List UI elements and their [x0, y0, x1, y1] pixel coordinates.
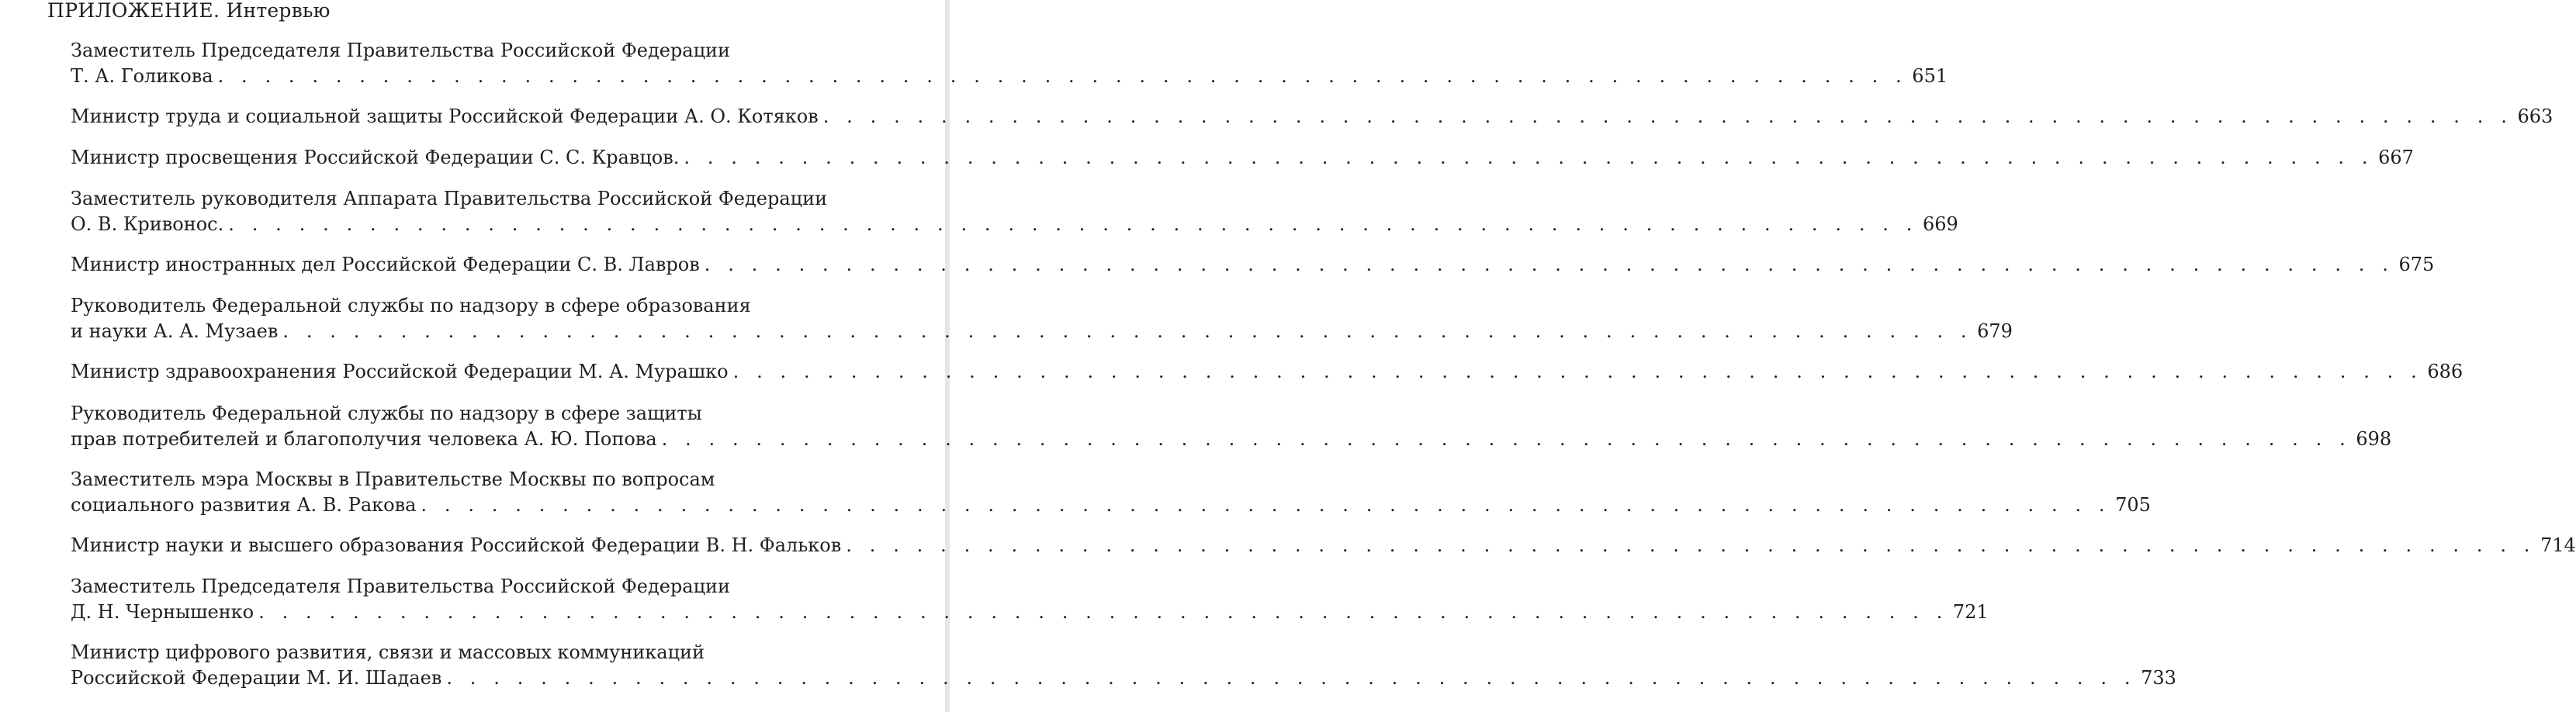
entry-title-line: Министр здравоохранения Российской Федерации М. А. Мурашко: [71, 361, 729, 382]
toc-entry-muzaev[interactable]: [71, 293, 2013, 344]
toc-entry-lavrov[interactable]: [71, 252, 2435, 278]
toc-entry-shadaev[interactable]: [71, 640, 2176, 691]
entry-title-line: Руководитель Федеральной службы по надзору в сфере образования: [71, 295, 751, 316]
dot-leader: . . . . . . . . . . . . . . . . . . . . . . . . . . . . . . . . . . . . . . . . . . . . . . . . . . . . . . . . . . . . . . . . . . . . . . . .: [446, 667, 2137, 689]
section-title: Интервью: [226, 0, 331, 22]
page-number: 669: [1922, 213, 1958, 235]
entry-title-line: Заместитель Председателя Правительства Российской Федерации: [71, 575, 731, 597]
page-number: 714: [2540, 534, 2576, 556]
section-heading: [47, 0, 331, 26]
toc-entry-chernyshenko[interactable]: [71, 574, 1989, 625]
entry-title-line: Заместитель руководителя Аппарата Правительства Российской Федерации: [71, 188, 828, 209]
toc-entry-rakova[interactable]: [71, 467, 2151, 518]
entry-title-line: Заместитель мэра Москвы в Правительстве Москвы по вопросам: [71, 468, 715, 490]
toc-entry-kotyakov[interactable]: [71, 104, 2553, 130]
toc-entry-krivonos[interactable]: [71, 186, 1958, 237]
toc-entry-kravtsov[interactable]: [71, 145, 2414, 171]
entry-title-line: Министр иностранных дел Российской Федерации С. В. Лавров: [71, 254, 700, 275]
entry-author-line: Д. Н. Чернышенко: [71, 601, 254, 623]
page-number: 679: [1977, 320, 2013, 342]
page-number: 721: [1952, 601, 1989, 623]
entry-author-line: социального развития А. В. Ракова: [71, 494, 417, 516]
entry-author-line: Т. А. Голикова: [71, 65, 213, 87]
dot-leader: . . . . . . . . . . . . . . . . . . . . . . . . . . . . . . . . . . . . . . . . . . . . . . . . . . . . . . . . . . . . . . . . . . . . . . . .: [704, 254, 2394, 275]
entry-title-line: Министр цифрового развития, связи и массовых коммуникаций: [71, 641, 705, 663]
entry-author-line: Российской Федерации М. И. Шадаев: [71, 667, 442, 689]
page-number: 686: [2427, 361, 2463, 382]
dot-leader: . . . . . . . . . . . . . . . . . . . . . . . . . . . . . . . . . . . . . . . . . . . . . . . . . . . . . . . . . . . . . . . . . . . . . . . .: [217, 65, 1908, 87]
page-number: 651: [1912, 65, 1948, 87]
dot-leader: . . . . . . . . . . . . . . . . . . . . . . . . . . . . . . . . . . . . . . . . . . . . . . . . . . . . . . . . . . . . . . . . . . . . . . . .: [822, 105, 2513, 127]
dot-leader: . . . . . . . . . . . . . . . . . . . . . . . . . . . . . . . . . . . . . . . . . . . . . . . . . . . . . . . . . . . . . . . . . . . . . . . .: [282, 320, 1973, 342]
toc-entry-popova[interactable]: [71, 401, 2392, 452]
dot-leader: . . . . . . . . . . . . . . . . . . . . . . . . . . . . . . . . . . . . . . . . . . . . . . . . . . . . . . . . . . . . . . . . . . . . . . . .: [228, 213, 1918, 235]
entry-title-line: Министр труда и социальной защиты Российской Федерации А. О. Котяков: [71, 105, 819, 127]
dot-leader: . . . . . . . . . . . . . . . . . . . . . . . . . . . . . . . . . . . . . . . . . . . . . . . . . . . . . . . . . . . . . . . . . . . . . . . .: [421, 494, 2111, 516]
dot-leader: . . . . . . . . . . . . . . . . . . . . . . . . . . . . . . . . . . . . . . . . . . . . . . . . . . . . . . . . . . . . . . . . . . . . . . . .: [258, 601, 1948, 623]
entry-title-line: Министр науки и высшего образования Российской Федерации В. Н. Фальков: [71, 534, 842, 556]
entry-title-line: Министр просвещения Российской Федерации С. С. Кравцов.: [71, 147, 680, 168]
page-number: 675: [2398, 254, 2435, 275]
entry-title-line: Руководитель Федеральной службы по надзору в сфере защиты: [71, 403, 702, 424]
page-number: 733: [2141, 667, 2176, 689]
dot-leader: . . . . . . . . . . . . . . . . . . . . . . . . . . . . . . . . . . . . . . . . . . . . . . . . . . . . . . . . . . . . . . . . . . . . . . . .: [661, 428, 2352, 450]
dot-leader: . . . . . . . . . . . . . . . . . . . . . . . . . . . . . . . . . . . . . . . . . . . . . . . . . . . . . . . . . . . . . . . . . . . . . . . .: [732, 361, 2423, 382]
page-number: 667: [2378, 147, 2414, 168]
page-number: 663: [2517, 105, 2553, 127]
dot-leader: . . . . . . . . . . . . . . . . . . . . . . . . . . . . . . . . . . . . . . . . . . . . . . . . . . . . . . . . . . . . . . . . . . . . . . . .: [684, 147, 2374, 168]
entry-author-line: и науки А. А. Музаев: [71, 320, 279, 342]
page-number: 698: [2356, 428, 2392, 450]
dot-leader: . . . . . . . . . . . . . . . . . . . . . . . . . . . . . . . . . . . . . . . . . . . . . . . . . . . . . . . . . . . . . . . . . . . . . . . .: [846, 534, 2536, 556]
page-number: 705: [2115, 494, 2151, 516]
toc-entry-golikova[interactable]: [71, 38, 1948, 89]
section-label: ПРИЛОЖЕНИЕ.: [47, 0, 220, 22]
toc-entry-falkov[interactable]: [71, 533, 2576, 558]
entry-author-line: прав потребителей и благополучия человека А. Ю. Попова: [71, 428, 657, 450]
entry-title-line: Заместитель Председателя Правительства Российской Федерации: [71, 40, 731, 61]
toc-entry-murashko[interactable]: [71, 359, 2463, 385]
entry-author-line: О. В. Кривонос.: [71, 213, 224, 235]
